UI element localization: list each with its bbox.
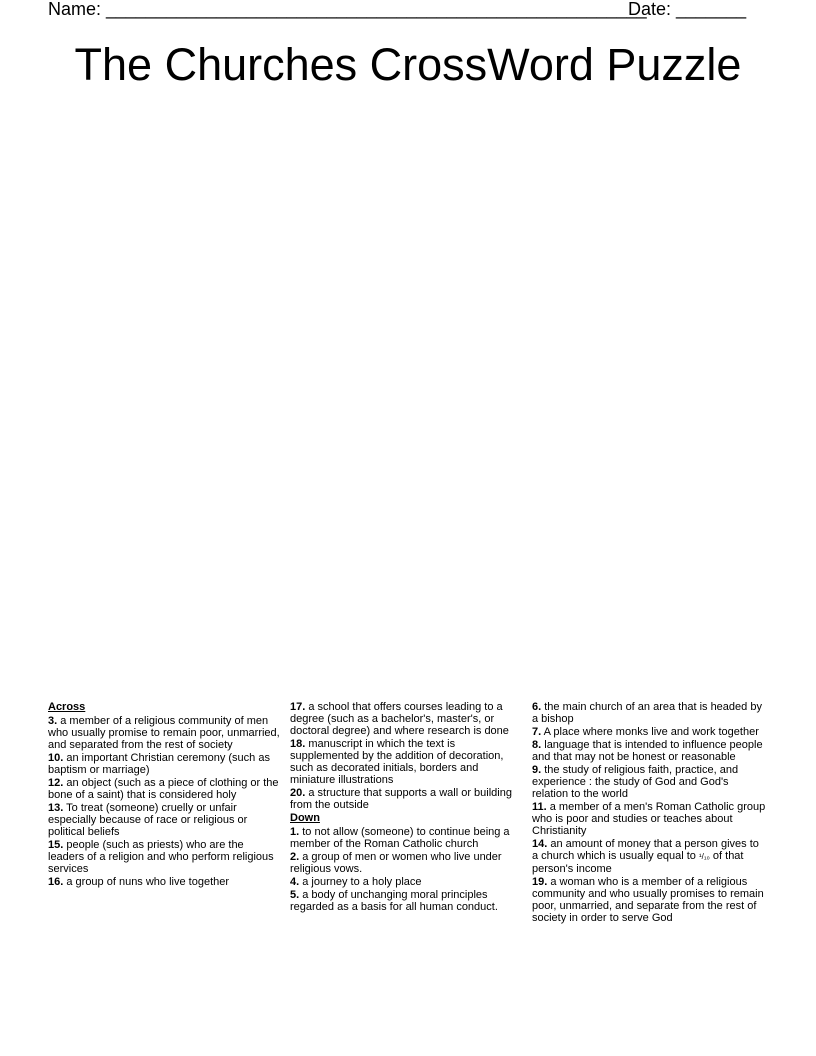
clue-text: a body of unchanging moral principles regarded as a basis for all human conduct.	[290, 889, 498, 913]
clue-number: 9.	[532, 764, 542, 776]
across-clue	[290, 738, 522, 786]
clue-number: 20.	[290, 787, 306, 799]
down-clue	[532, 701, 766, 725]
clue-number: 11.	[532, 801, 547, 813]
clues-column-2	[290, 701, 522, 914]
across-clue	[48, 839, 280, 875]
down-clue	[532, 876, 766, 924]
clue-number: 4.	[290, 876, 300, 888]
clue-text: an amount of money that a person gives to a church which is usually equal to	[532, 838, 759, 862]
clue-number: 7.	[532, 726, 542, 738]
clue-number: 8.	[532, 739, 542, 751]
down-clue	[290, 826, 522, 850]
clue-text: the main church of an area that is headed by a bishop	[532, 701, 762, 725]
down-heading: Down	[290, 812, 320, 824]
crossword-grid-area	[48, 100, 768, 690]
clue-text: A place where monks live and work together	[543, 726, 759, 738]
clue-number: 15.	[48, 839, 64, 851]
clue-number: 2.	[290, 851, 300, 863]
clue-text: an object (such as a piece of clothing or the bone of a saint) that is considered holy	[48, 777, 279, 801]
down-clue	[290, 851, 522, 875]
down-clue	[532, 739, 766, 763]
fraction: ¹/₁₀	[698, 852, 710, 861]
clue-number: 1.	[290, 826, 300, 838]
clue-number: 17.	[290, 701, 306, 713]
across-clue	[48, 876, 280, 888]
clue-text: To treat (someone) cruelly or unfair especially because of race or religious or political beliefs	[48, 802, 248, 838]
clue-text: language that is intended to influence people and that may not be honest or reasonable	[532, 739, 763, 763]
clue-number: 6.	[532, 701, 542, 713]
clue-number: 16.	[48, 876, 64, 888]
clue-text: an important Christian ceremony (such as baptism or marriage)	[48, 752, 270, 776]
name-field[interactable]: Name: ______________________________________________________	[48, 0, 647, 19]
clue-text: a member of a religious community of men who usually promise to remain poor, unmarried, and separated from the rest of society	[48, 715, 280, 751]
down-clue	[290, 889, 522, 913]
down-clue	[532, 726, 766, 738]
across-clue	[48, 802, 280, 838]
clue-number: 5.	[290, 889, 300, 901]
clue-number: 19.	[532, 876, 548, 888]
across-clue	[48, 777, 280, 801]
across-heading: Across	[48, 701, 86, 713]
clue-text: a structure that supports a wall or building from the outside	[290, 787, 512, 811]
across-clue	[290, 787, 522, 811]
clue-text: a group of nuns who live together	[66, 876, 230, 888]
clue-text: people (such as priests) who are the leaders of a religion and who perform religious services	[48, 839, 274, 875]
across-clue	[290, 701, 522, 737]
down-clue	[532, 838, 766, 875]
clue-text: a member of a men's Roman Catholic group who is poor and studies or teaches about Christianity	[532, 801, 766, 837]
across-clue	[48, 752, 280, 776]
down-clue	[532, 764, 766, 800]
clue-text: of that person's income	[532, 850, 744, 875]
down-clue	[532, 801, 766, 837]
clues-column-3	[532, 701, 766, 925]
clue-number: 14.	[532, 838, 548, 850]
clue-text: a journey to a holy place	[302, 876, 422, 888]
clue-number: 13.	[48, 802, 64, 814]
clue-number: 12.	[48, 777, 64, 789]
clue-number: 18.	[290, 738, 306, 750]
clue-text: manuscript in which the text is supplemented by the addition of decoration, such as decorated initials, borders and miniature illustrations	[290, 738, 504, 786]
clue-text: the study of religious faith, practice, and experience : the study of God and God's relation to the world	[532, 764, 739, 800]
header-line	[48, 0, 748, 20]
clue-text: a school that offers courses leading to a degree (such as a bachelor's, master's, or doctoral degree) and where research is done	[290, 701, 509, 737]
across-clue	[48, 715, 280, 751]
clue-text: a woman who is a member of a religious community and who usually promises to remain poor, unmarried, and separate from the rest of society in order to serve God	[532, 876, 764, 924]
clue-text: a group of men or women who live under religious vows.	[290, 851, 502, 875]
down-clue	[290, 876, 522, 888]
clue-number: 10.	[48, 752, 64, 764]
clue-text: to not allow (someone) to continue being a member of the Roman Catholic church	[290, 826, 510, 850]
clues-column-1	[48, 701, 280, 889]
page-title: The Churches CrossWord Puzzle	[74, 39, 742, 90]
clue-number: 3.	[48, 715, 58, 727]
date-field[interactable]: Date: _______	[628, 0, 747, 19]
